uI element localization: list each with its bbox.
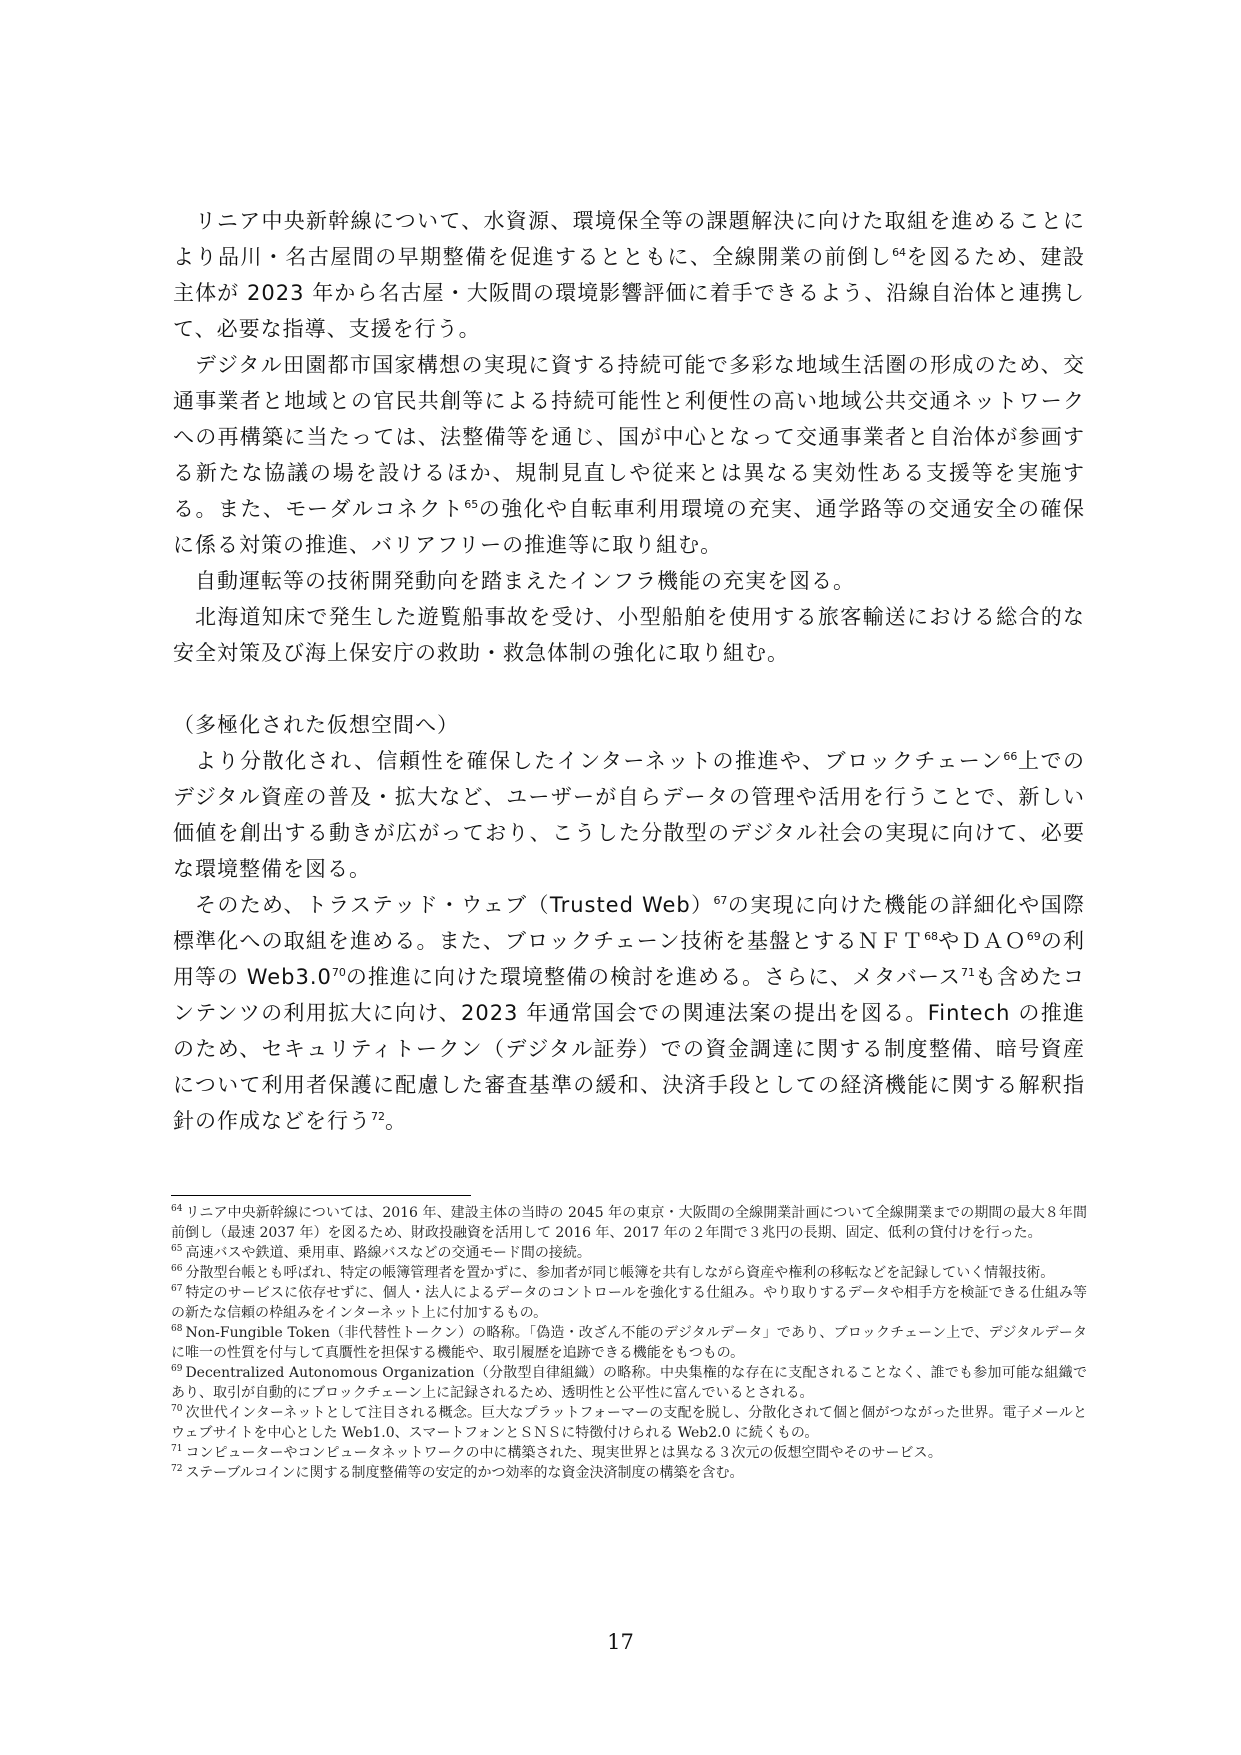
footnote-ref-70[interactable]: 70 [331, 966, 346, 979]
footnote-68 [171, 1323, 1087, 1363]
footnote-text: 次世代インターネットとして注目される概念。巨大なプラットフォーマーの支配を脱し、分散化されて個と個がつながった世界。電子メールとウェブサイトを中心とした Web1.0、スマートフォンとＳＮＳに特徴付けられる Web2.0 に続くもの。 [171, 1405, 1087, 1441]
footnote-69 [171, 1363, 1087, 1403]
paragraph-gap [173, 671, 1085, 707]
footnote-66 [171, 1263, 1087, 1283]
footnote-number: 70 [171, 1404, 183, 1415]
footnote-text: 特定のサービスに依存せずに、個人・法人によるデータのコントロールを強化する仕組み。やり取りするデータや相手方を検証できる仕組み等の新たな信頼の枠組みをインターネット上に付加するもの。 [171, 1285, 1087, 1321]
footnote-text: 高速バスや鉄道、乗用車、路線バスなどの交通モード間の接続。 [185, 1245, 591, 1261]
footnote-divider [171, 1195, 471, 1196]
footnote-number: 68 [171, 1324, 183, 1335]
paragraph-trusted-web: そのため、トラステッド・ウェブ（Trusted Web）$^{67}$の実現に向けた機能の詳細化や国際標準化への取組を進める。また、ブロックチェーン技術を基盤とするＮＦＴ$^{68}$やＤＡＯ$^{69}$の利用等の $Web3.0^{70}$の推進に向けた環境整備の検討を進める。さらに、メタバース$^{71}$も含めたコンテンツの利用拡大に向け、2023 年通常国会での関連法案の提出を図る。Fintech の推進のため、セキュリティトークン（デジタル証券）での資金調達に関する制度整備、暗号資産について利用者保護に配慮した審査基準の緩和、決済手段としての経済機能に関する解釈指針の作成などを行う$^{72}$。 [173, 893, 1086, 1133]
footnote-ref-72[interactable]: 72 [371, 1110, 385, 1123]
footnote-number: 69 [171, 1364, 183, 1375]
main-body [173, 203, 1085, 1139]
footnote-ref-67[interactable]: 67 [713, 894, 728, 907]
footnote-71 [171, 1443, 1087, 1463]
footnote-number: 65 [171, 1244, 183, 1255]
footnote-ref-66[interactable]: 66 [1003, 750, 1018, 763]
footnote-ref-71[interactable]: 71 [960, 966, 975, 979]
section-heading: （多極化された仮想空間へ） [173, 713, 459, 737]
footnote-number: 71 [171, 1444, 183, 1455]
footnote-number: 64 [171, 1204, 183, 1215]
footnote-64 [171, 1203, 1087, 1243]
paragraph-autonomous-driving: 自動運転等の技術開発動向を踏まえたインフラ機能の充実を図る。 [195, 569, 855, 593]
paragraph-linear-shinkansen: リニア中央新幹線について、水資源、環境保全等の課題解決に向けた取組を進めることにより品川・名古屋間の早期整備を促進するとともに、全線開業の前倒し$^{64}$を図るため、建設主体が 2023 年から名古屋・大阪間の環境影響評価に着手できるよう、沿線自治体と連携して、必要な指導、支援を行う。 [173, 209, 1085, 341]
footnote-text: コンピューターやコンピュータネットワークの中に構築された、現実世界とは異なる３次元の仮想空間やそのサービス。 [185, 1445, 942, 1461]
paragraph-maritime-safety: 北海道知床で発生した遊覧船事故を受け、小型船舶を使用する旅客輸送における総合的な安全対策及び海上保安庁の救助・救急体制の強化に取り組む。 [173, 605, 1085, 665]
footnote-ref-64[interactable]: 64 [892, 246, 907, 259]
paragraph-decentralized-internet: より分散化され、信頼性を確保したインターネットの推進や、ブロックチェーン$^{66}$上でのデジタル資産の普及・拡大など、ユーザーが自らデータの管理や活用を行うことで、新しい価値を創出する動きが広がっており、こうした分散型のデジタル社会の実現に向けて、必要な環境整備を図る。 [173, 749, 1086, 881]
page-number: 17 [607, 1630, 634, 1654]
footnote-number: 67 [171, 1284, 183, 1295]
footnote-text: Non-Fungible Token（非代替性トークン）の略称。「偽造・改ざん不能のデジタルデータ」であり、ブロックチェーン上で、デジタルデータに唯一の性質を付与して真贋性を担保する機能や、取引履歴を追跡できる機能をもつもの。 [171, 1325, 1087, 1361]
footnote-70 [171, 1403, 1087, 1443]
footnote-72 [171, 1463, 1087, 1483]
footnote-number: 66 [171, 1264, 183, 1275]
footnote-number: 72 [171, 1464, 183, 1475]
footnote-ref-65[interactable]: 65 [464, 498, 479, 511]
footnote-67 [171, 1283, 1087, 1323]
footnote-text: ステーブルコインに関する制度整備等の安定的かつ効率的な資金決済制度の構築を含む。 [185, 1465, 744, 1481]
footnote-text: 分散型台帳とも呼ばれ、特定の帳簿管理者を置かずに、参加者が同じ帳簿を共有しながら資産や権利の移転などを記録していく情報技術。 [185, 1265, 1055, 1281]
footnote-ref-68[interactable]: 68 [924, 930, 939, 943]
paragraph-regional-transport: デジタル田園都市国家構想の実現に資する持続可能で多彩な地域生活圏の形成のため、交通事業者と地域との官民共創等による持続可能性と利便性の高い地域公共交通ネットワークへの再構築に当たっては、法整備等を通じ、国が中心となって交通事業者と自治体が参画する新たな協議の場を設けるほか、規制見直しや従来とは異なる実効性ある支援等を実施する。また、モーダルコネクト$^{65}$の強化や自転車利用環境の充実、通学路等の交通安全の確保に係る対策の推進、バリアフリーの推進等に取り組む。 [173, 353, 1085, 557]
footnote-ref-69[interactable]: 69 [1026, 930, 1041, 943]
footnote-text: Decentralized Autonomous Organization（分散型自律組織）の略称。中央集権的な存在に支配されることなく、誰でも参加可能な組織であり、取引が自動的にブロックチェーン上に記録されるため、透明性と公平性に富んでいるとされる。 [171, 1365, 1087, 1401]
footnote-text: リニア中央新幹線については、2016 年、建設主体の当時の 2045 年の東京・大阪間の全線開業計画について全線開業までの期間の最大８年間前倒し（最速 2037 年）を図るため、財政投融資を活用して 2016 年、2017 年の２年間で３兆円の長期、固定、低利の貸付けを行った。 [171, 1205, 1087, 1241]
footnote-65 [171, 1243, 1087, 1263]
footnotes [171, 1203, 1087, 1483]
